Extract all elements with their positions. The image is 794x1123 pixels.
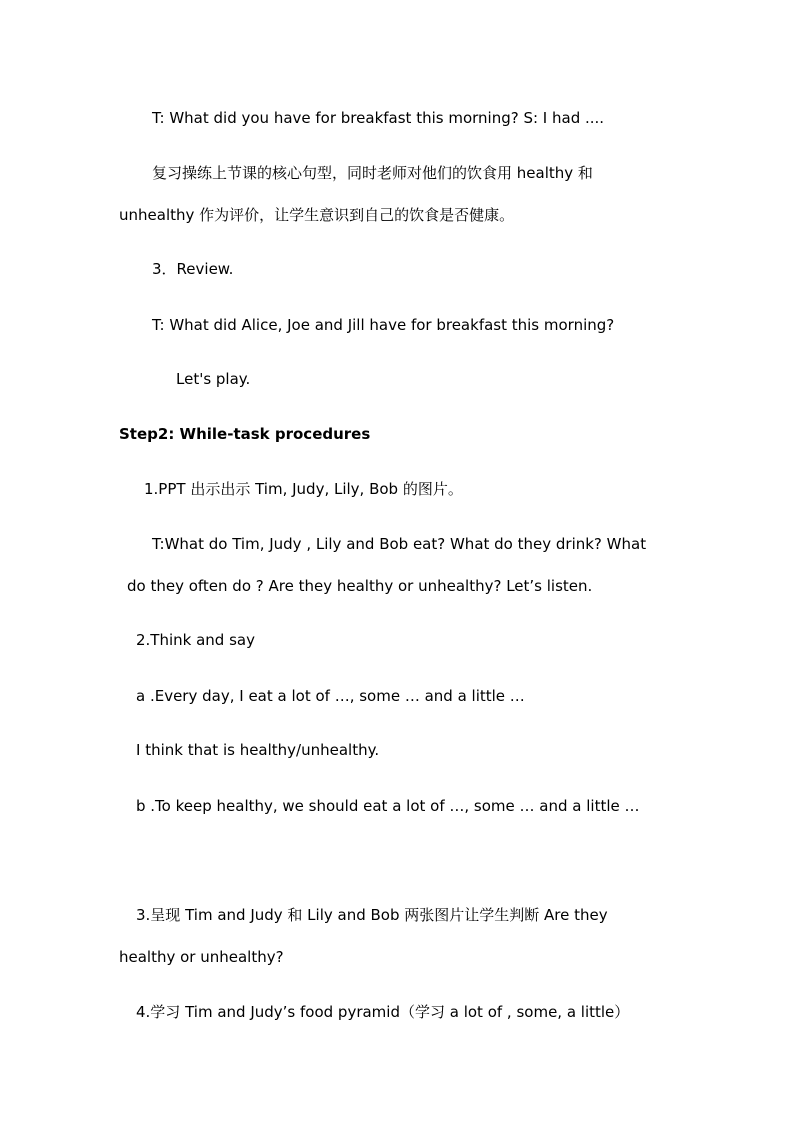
- think-and-say-heading: 2.Think and say: [136, 631, 255, 649]
- sentence-pattern-a-follow: I think that is healthy/unhealthy.: [136, 741, 380, 759]
- dialogue-breakfast-question: T: What did you have for breakfast this morning? S: I had ....: [152, 109, 605, 127]
- listening-question-line-2: do they often do ? Are they healthy or unhealthy? Let’s listen.: [127, 577, 593, 595]
- food-pyramid-line: 4.学习 Tim and Judy’s food pyramid（学习 a lot of , some, a little）: [136, 1003, 630, 1021]
- judge-pictures-line-2: healthy or unhealthy?: [119, 948, 284, 966]
- sentence-pattern-b: b .To keep healthy, we should eat a lot of …, some … and a little …: [136, 797, 640, 815]
- review-explanation-line-2: unhealthy 作为评价，让学生意识到自己的饮食是否健康。: [119, 206, 515, 224]
- judge-pictures-line-1: 3.呈现 Tim and Judy 和 Lily and Bob 两张图片让学生判断 Are they: [136, 906, 608, 924]
- ppt-step-line: 1.PPT 出示出示 Tim, Judy, Lily, Bob 的图片。: [144, 480, 463, 498]
- lets-play-line: Let's play.: [176, 370, 251, 388]
- review-question: T: What did Alice, Joe and Jill have for breakfast this morning?: [152, 316, 615, 334]
- review-explanation-line-1: 复习操练上节课的核心句型，同时老师对他们的饮食用 healthy 和: [152, 164, 593, 182]
- listening-question-line-1: T:What do Tim, Judy , Lily and Bob eat? What do they drink? What: [152, 535, 647, 553]
- step2-heading: Step2: While-task procedures: [119, 425, 371, 443]
- sentence-pattern-a: a .Every day, I eat a lot of …, some … and a little …: [136, 687, 525, 705]
- review-heading: 3．Review.: [152, 260, 234, 278]
